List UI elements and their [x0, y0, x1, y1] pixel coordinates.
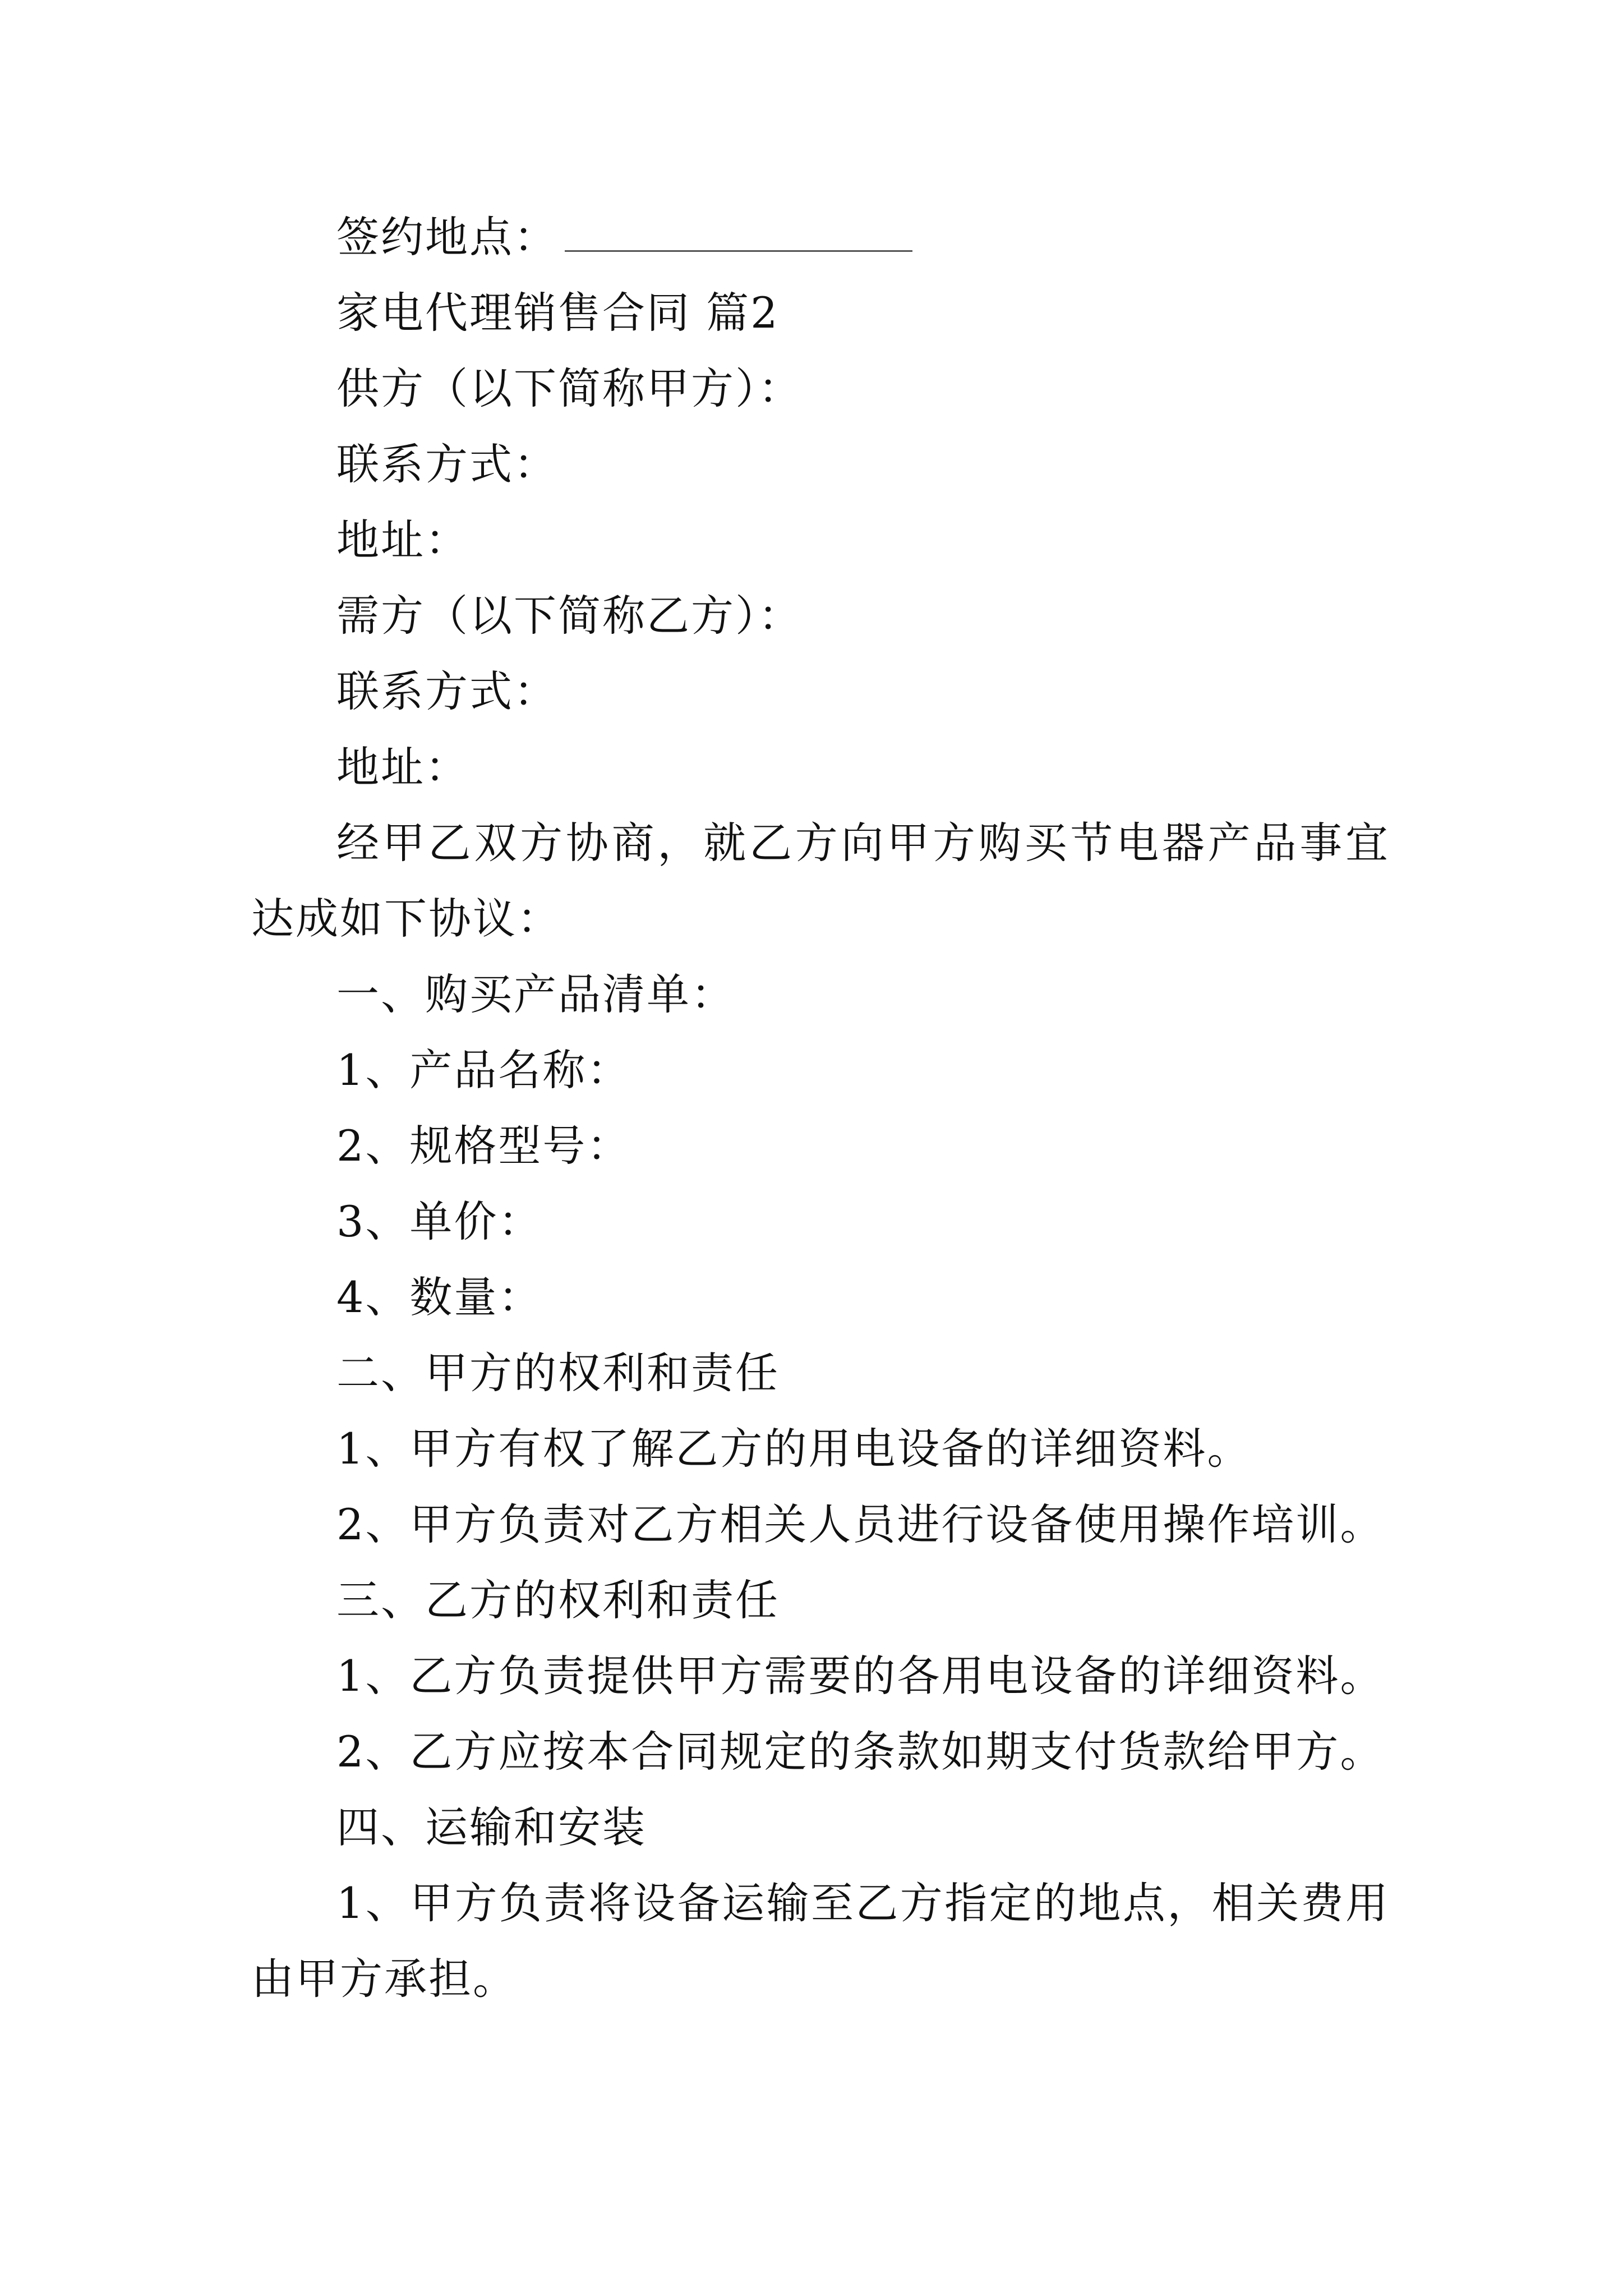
section1-item: 2、规格型号：: [336, 1121, 631, 1171]
section4-item: 1、甲方负责将设备运输至乙方指定的地点，相关费用由甲方承担。: [251, 1878, 1390, 2004]
section1-item: 3、单价：: [336, 1197, 543, 1246]
section3-item: 1、乙方负责提供甲方需要的各用电设备的详细资料。: [336, 1651, 1385, 1701]
contract-body: [251, 199, 1390, 2017]
supplier-address-label: 地址：: [336, 515, 469, 565]
section4-heading: 四、运输和安装: [336, 1802, 647, 1852]
supplier-contact-label: 联系方式：: [336, 439, 558, 489]
buyer-contact-label: 联系方式：: [336, 666, 558, 716]
supplier-label: 供方（以下简称甲方）：: [336, 364, 803, 413]
section2-item: 1、甲方有权了解乙方的用电设备的详细资料。: [336, 1424, 1252, 1474]
section2-item: 2、甲方负责对乙方相关人员进行设备使用操作培训。: [336, 1499, 1385, 1549]
buyer-label: 需方（以下简称乙方）：: [336, 591, 803, 641]
intro-paragraph: 经甲乙双方协商，就乙方向甲方购买节电器产品事宜达成如下协议：: [251, 818, 1390, 944]
section1-heading: 一、购买产品清单：: [336, 969, 735, 1019]
contract-title: 家电代理销售合同 篇2: [336, 288, 780, 338]
signing-place-label: 签约地点：: [336, 212, 558, 262]
section2-heading: 二、甲方的权利和责任: [336, 1348, 780, 1398]
section1-item: 4、数量：: [336, 1272, 543, 1322]
buyer-address-label: 地址：: [336, 742, 469, 792]
signing-place-line: [251, 199, 1390, 275]
section1-item: 1、产品名称：: [336, 1045, 631, 1095]
section3-heading: 三、乙方的权利和责任: [336, 1575, 780, 1625]
signing-place-blank: [565, 217, 912, 252]
section3-item: 2、乙方应按本合同规定的条款如期支付货款给甲方。: [336, 1727, 1385, 1777]
